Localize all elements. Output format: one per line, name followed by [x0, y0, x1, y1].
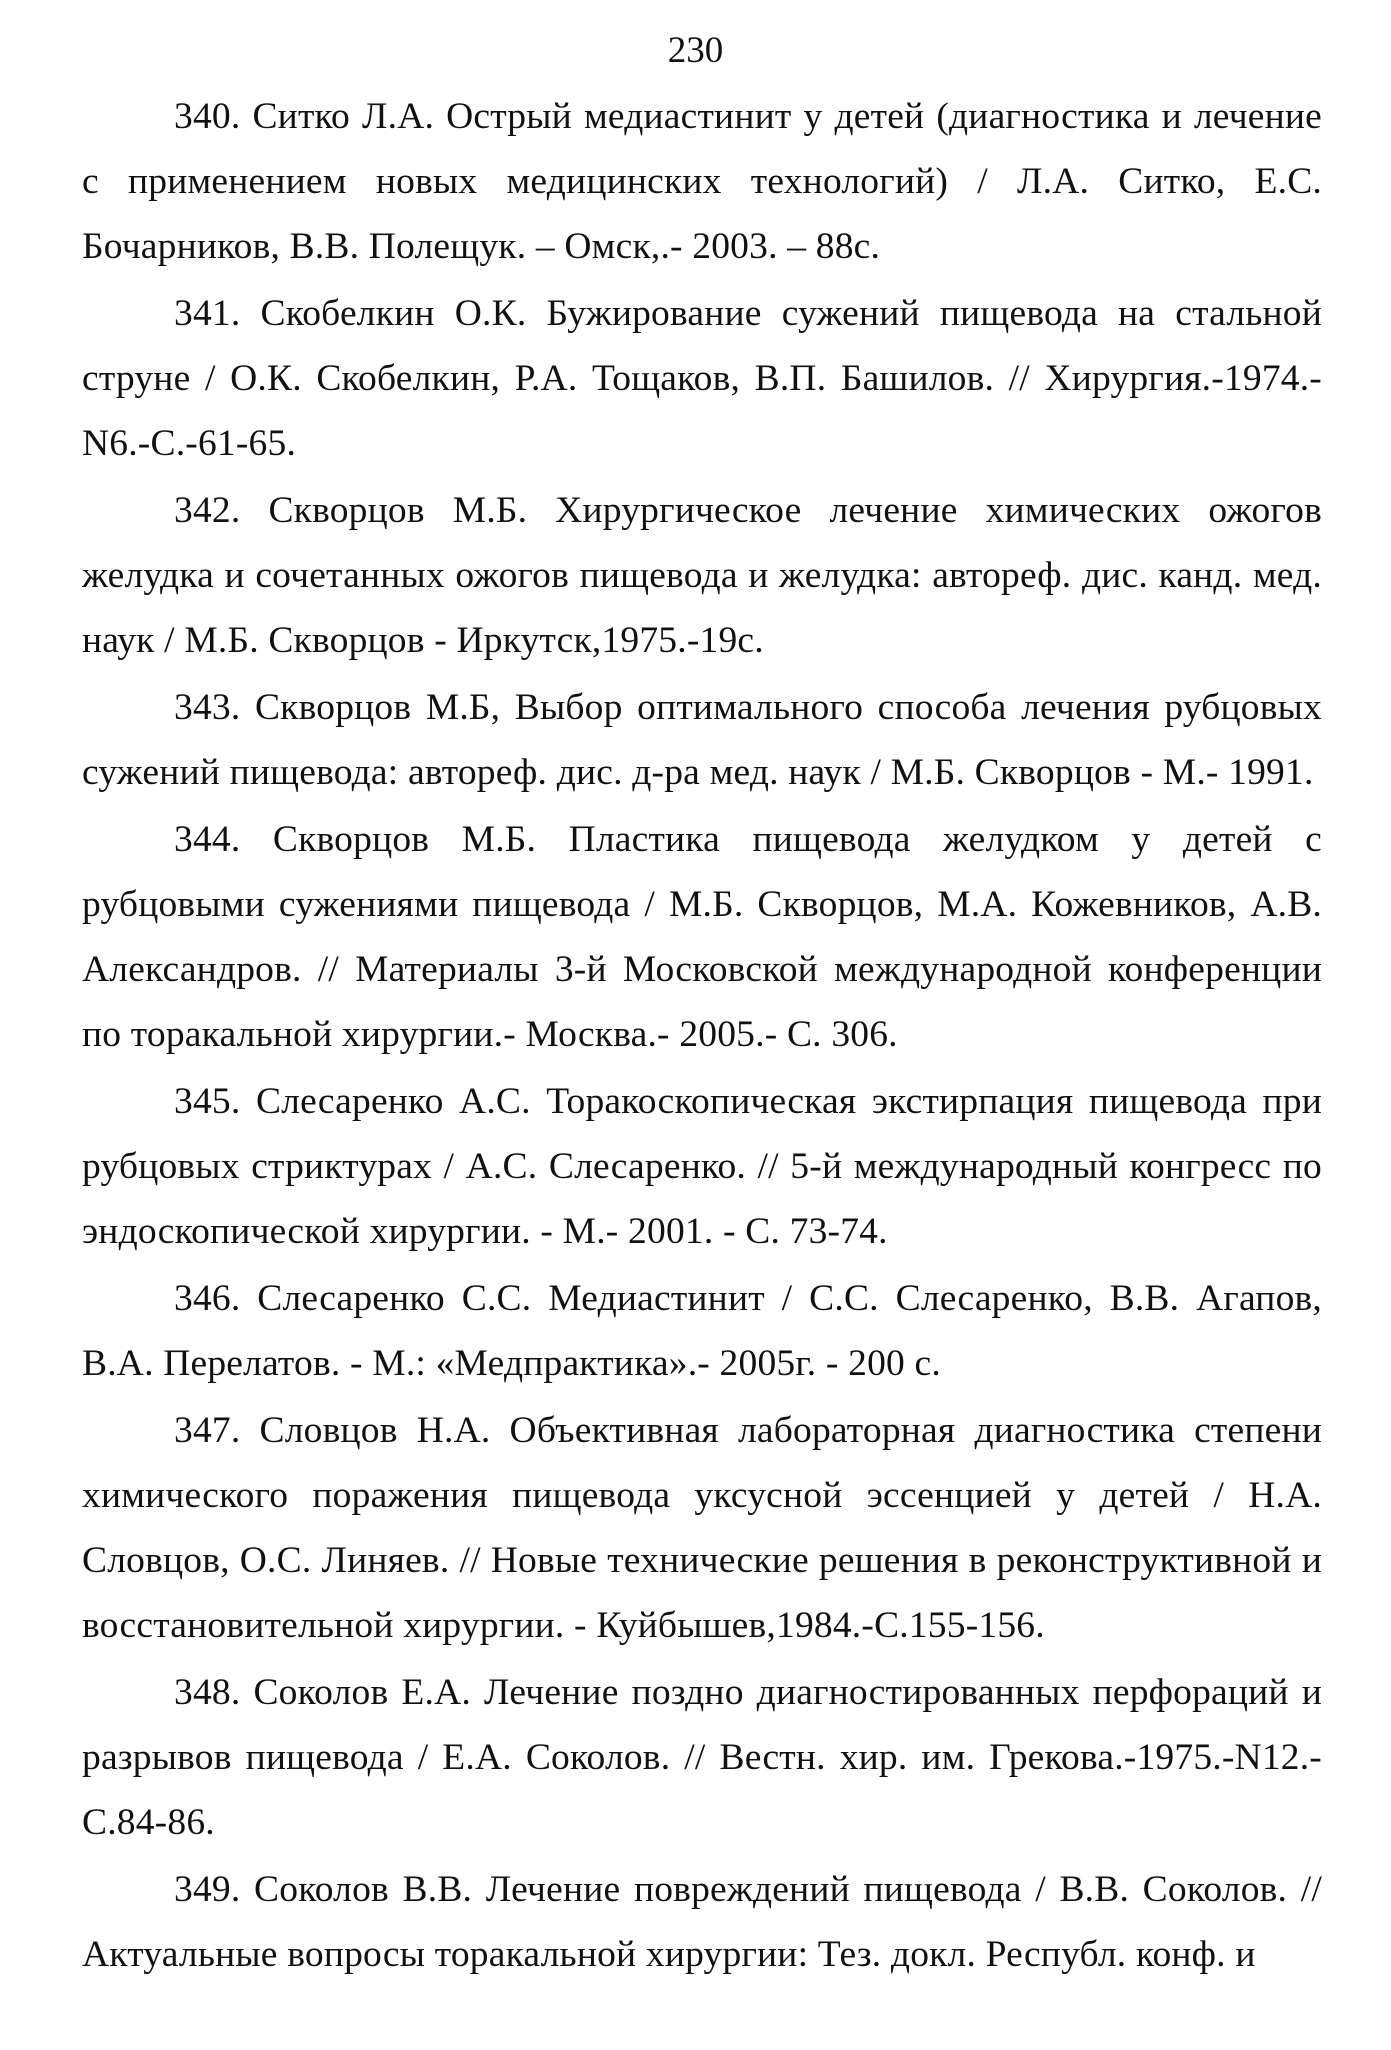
reference-entry-348: 348. Соколов Е.А. Лечение поздно диагностированных перфораций и разрывов пищевода / Е.А. Соколов. // Вестн. хир. им. Грекова.-1975.-N12.- С.84-86. — [82, 1672, 1322, 1843]
reference-entry-344: 344. Скворцов М.Б. Пластика пищевода желудком у детей с рубцовыми сужениями пищевода / М.Б. Скворцов, М.А. Кожевников, А.В. Александров. // Материалы 3-й Московской международной конференции по торакальной хирургии.- Москва.- 2005.- С. 306. — [82, 819, 1322, 1055]
reference-entry-342: 342. Скворцов М.Б. Хирургическое лечение химических ожогов желудка и сочетанных ожогов пищевода и желудка: автореф. дис. канд. мед. наук / М.Б. Скворцов - Иркутск,1975.-19с. — [82, 490, 1322, 661]
reference-entry-345: 345. Слесаренко А.С. Торакоскопическая экстирпация пищевода при рубцовых стриктурах / А.С. Слесаренко. // 5-й международный конгресс по эндоскопической хирургии. - М.- 2001. - С. 73-74. — [82, 1081, 1322, 1252]
reference-entry-346: 346. Слесаренко С.С. Медиастинит / С.С. Слесаренко, В.В. Агапов, В.А. Перелатов. - М.: «Медпрактика».- 2005г. - 200 с. — [82, 1278, 1322, 1384]
reference-entry-343: 343. Скворцов М.Б, Выбор оптимального способа лечения рубцовых сужений пищевода: автореф. дис. д-ра мед. наук / М.Б. Скворцов - М.- 1991. — [82, 687, 1322, 793]
reference-entry-341: 341. Скобелкин О.К. Бужирование сужений пищевода на стальной струне / О.К. Скобелкин, Р.А. Тощаков, В.П. Башилов. // Хирургия.-1974.- N6.-С.-61-65. — [82, 293, 1322, 464]
reference-entry-347: 347. Словцов Н.А. Объективная лабораторная диагностика степени химического поражения пищевода уксусной эссенцией у детей / Н.А. Словцов, О.С. Линяев. // Новые технические решения в реконструктивной и восстановительной хирургии. - Куйбышев,1984.-С.155-156. — [82, 1410, 1322, 1646]
reference-list — [82, 84, 1322, 1987]
reference-entry-349: 349. Соколов В.В. Лечение повреждений пищевода / В.В. Соколов. // Актуальные вопросы торакальной хирургии: Тез. докл. Республ. конф. и — [82, 1869, 1322, 1975]
page-number: 230 — [667, 30, 724, 71]
reference-entry-340: 340. Ситко Л.А. Острый медиастинит у детей (диагностика и лечение с применением новых медицинских технологий) / Л.А. Ситко, Е.С. Бочарников, В.В. Полещук. – Омск,.- 2003. – 88с. — [82, 96, 1322, 267]
